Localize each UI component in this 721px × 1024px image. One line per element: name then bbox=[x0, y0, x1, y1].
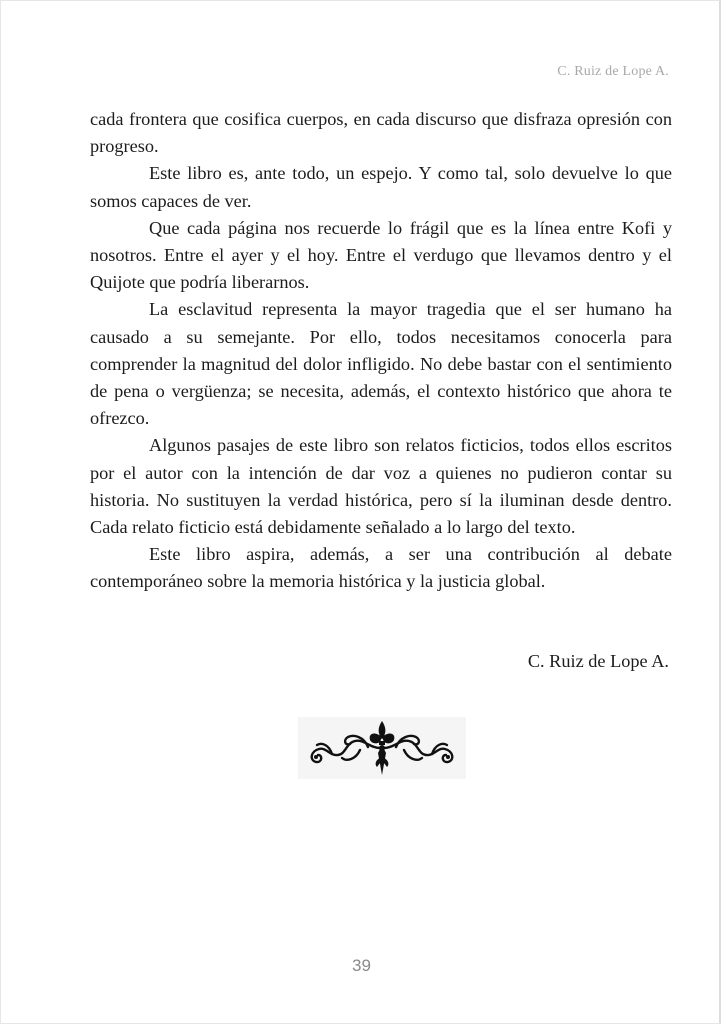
page-number: 39 bbox=[352, 956, 371, 975]
paragraph: Algunos pasajes de este libro son relatos ficticios, todos ellos escritos por el autor con la intención de dar voz a quienes no pudieron contar su historia. No sustituyen la verdad histórica, pero sí la iluminan desde dentro. Cada relato ficticio está debidamente señalado a lo largo del texto. bbox=[90, 435, 672, 538]
paragraph: La esclavitud representa la mayor tragedia que el ser humano ha causado a su semejante. Por ello, todos necesitamos conocerla para comprender la magnitud del dolor infligido. No debe bastar con el sentimiento de pena o vergüenza; se necesita, además, el contexto histórico que ahora te ofrezco. bbox=[90, 299, 672, 429]
paragraph-continuation: cada frontera que cosifica cuerpos, en cada discurso que disfraza opresión con progreso. bbox=[90, 109, 672, 157]
author-signature: C. Ruiz de Lope A. bbox=[527, 651, 669, 671]
body-text bbox=[90, 106, 672, 596]
paragraph: Que cada página nos recuerde lo frágil que es la línea entre Kofi y nosotros. Entre el ayer y el hoy. Entre el verdugo que llevamos dentro y el Quijote que podría liberarnos. bbox=[90, 217, 672, 293]
running-header-author: C. Ruiz de Lope A. bbox=[557, 64, 669, 79]
fleuron-ornament-icon bbox=[298, 717, 466, 779]
paragraph: Este libro aspira, además, a ser una contribución al debate contemporáneo sobre la memoria histórica y la justicia global. bbox=[90, 544, 672, 592]
paragraph: Este libro es, ante todo, un espejo. Y como tal, solo devuelve lo que somos capaces de ver. bbox=[90, 163, 672, 211]
